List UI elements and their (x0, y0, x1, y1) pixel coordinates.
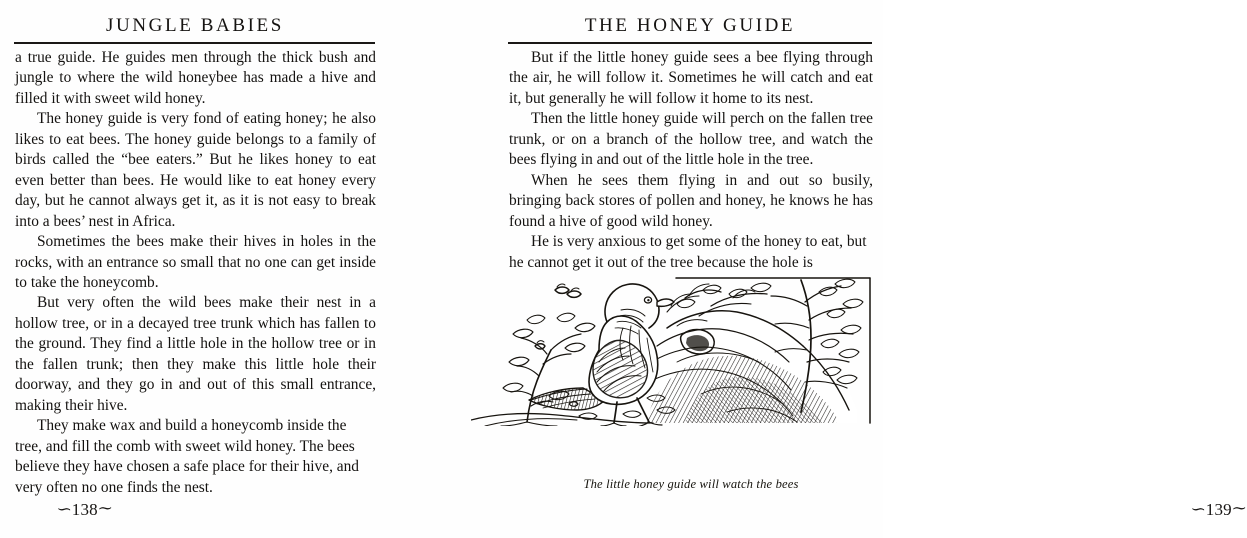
folio-ornament-right: ∼ (1231, 501, 1247, 517)
paragraph: a true guide. He guides men through the thick bush and jungle to where the wild honeybee has made a hive and filled it with sweet wild honey. (15, 49, 376, 107)
paragraph: He is very anxious to get some of the honey to eat, but he cannot get it out of the tree because the hole is (509, 233, 867, 271)
illustration-caption: The little honey guide will watch the bees (583, 477, 799, 491)
folio-ornament-left: ∽ (1190, 502, 1207, 518)
paragraph: When he sees them flying in and out so busily, bringing back stores of pollen and honey, he knows he has found a hive of good wild honey. (509, 171, 873, 230)
folio-ornament-left: ∽ (56, 502, 73, 518)
folio-ornament-right: ∼ (97, 501, 114, 517)
paragraph: Then the little honey guide will perch on the fallen tree trunk, or on a branch of the hollow tree, and watch the bees flying in and out of the little hole in the tree. (509, 110, 873, 169)
folio-number: 139 (1205, 500, 1232, 519)
folio-number: 138 (71, 500, 98, 519)
paragraph: Sometimes the bees make their hives in holes in the rocks, with an entrance so small that no one can get inside to take the honeycomb. (15, 233, 376, 291)
right-running-head: THE HONEY GUIDE (584, 15, 796, 36)
left-running-head: JUNGLE BABIES (106, 15, 284, 36)
left-page-folio (58, 500, 112, 520)
honey-guide-bird-and-fallen-tree-icon (471, 276, 873, 432)
paragraph: The honey guide is very fond of eating honey; he also likes to eat bees. The honey guide belongs to a family of birds called the “bee eaters.” But he likes honey to eat even better than bees. He would like to eat honey every day, but he cannot always get it, as it is not easy to break into a bees’ nest in Africa. (15, 110, 376, 230)
right-page (441, 0, 1247, 538)
honey-guide-illustration (471, 276, 873, 432)
paragraph: But very often the wild bees make their nest in a hollow tree, or in a decayed tree trunk which has fallen to the ground. They find a little hole in the hollow tree or in the fallen trunk; then they make this little hole their doorway, and they go in and out of this small entrance, making their hive. (15, 294, 376, 414)
left-header-rule (14, 42, 375, 44)
right-header-rule (508, 42, 872, 44)
left-page (0, 0, 441, 538)
right-body-text (509, 48, 873, 273)
paragraph: But if the little honey guide sees a bee flying through the air, he will follow it. Sometimes he will catch and eat it, but generally he will follow it home to its nest. (509, 49, 873, 107)
paragraph: They make wax and build a honeycomb inside the tree, and fill the comb with sweet wild honey. The bees believe they have chosen a safe place for their hive, and very often no one finds the nest. (15, 417, 359, 496)
left-body-text (15, 48, 376, 498)
right-page-folio (1192, 500, 1246, 520)
